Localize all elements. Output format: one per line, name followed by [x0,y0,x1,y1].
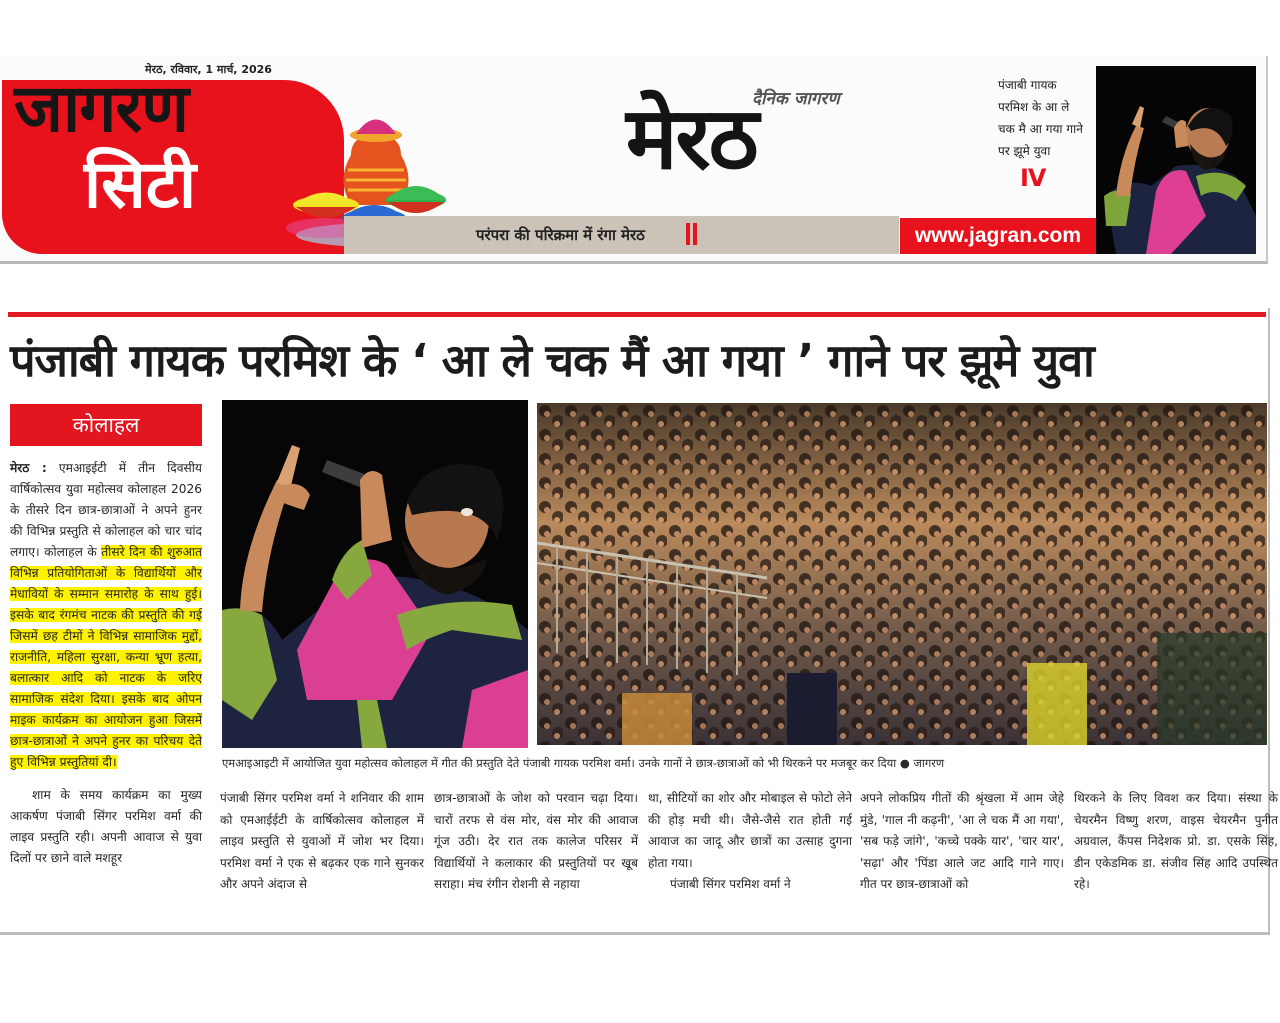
teaser-page-number: IV [1020,164,1046,192]
singer-thumbnail-photo [1096,66,1256,254]
paragraph-text: शाम के समय कार्यक्रम का मुख्य आकर्षण पंजाबी सिंगर परमिश वर्मा की लाइव प्रस्तुति रही। अपनी आवाज से युवा दिलों पर छाने वाले मशहूर [10,788,202,865]
headline: पंजाबी गायक परमिश के ‘ आ ले चक मैं आ गया ’ गाने पर झूमे युवा [10,334,1094,387]
news-article [0,308,1278,935]
paragraph: था, सीटियों का शोर और मोबाइल से फोटो लेने की होड़ मची थी। जैसे-जैसे रात होती गई आवाज का जादू और छात्रों का उत्साह दुगना होता गया। [648,791,852,870]
paragraph: थिरकने के लिए विवश कर दिया। संस्था के चेयरमैन विष्णु शरण, वाइस चेयरमैन पुनीत अग्रवाल, कैंपस निदेशक प्रो. डा. एसके सिंह, डीन एकेडमिक डा. संजीव सिंह आदि उपस्थित रहे। [1074,791,1278,891]
highlighted-text: तीसरे दिन की शुरुआत विभिन्न प्रतियोगिताओं के विद्यार्थियों और मेधावियों के सम्मान समारोह के साथ हुई। इसके बाद रंगमंच नाटक की प्रस्तुति की गई जिसमें छह टीमों ने विभिन्न सामाजिक मुद्दों, राजनीति, महिला सुरक्षा, कन्या भ्रूण हत्या, बलात्कार आदि को नाटक के जरिए सामाजिक संदेश दिया। इसके बाद ओपन माइक कार्यक्रम का आयोजन हुआ जिसमें छात्र-छात्राओं ने अपने हुनर का परिचय देते हुए विभिन्न प्रस्तुतियां दी। [10,545,202,769]
paragraph [10,785,202,869]
article-column-5 [860,788,1064,896]
city-name: मेरठ [626,89,757,189]
photo-caption [222,756,1262,771]
website-link[interactable]: www.jagran.com [900,218,1096,254]
teaser-text [998,74,1093,162]
paragraph: अपने लोकप्रिय गीतों की श्रृंखला में आम जेहे मुंडे, 'गाल नी कढ़नी', 'आ ले चक मैं आ गया', 'सब फड़े जांगे', 'कच्चे पक्के यार', 'चार यार', 'सढ़ा' और 'पिंडा आले जट आदि गाने गाए। गीत पर छात्र-छात्राओं को [860,791,1064,891]
singer-performing-photo [222,400,528,748]
lead-paragraph [10,458,202,773]
paragraph-text: पंजाबी सिंगर परमिश वर्मा ने [670,877,791,891]
page-ribbon [344,216,899,254]
article-column-4 [648,788,852,896]
masthead [0,56,1268,264]
edition-date: मेरठ, रविवार, 1 मार्च, 2026 [145,63,272,76]
article-column-3 [434,788,638,896]
headline-rule [8,312,1266,317]
teaser-line: परमिश के आ ले [998,100,1070,114]
article-column-2 [220,788,424,896]
dateline: मेरठ : [10,461,47,475]
caption-text: एमआइआइटी में आयोजित युवा महोत्सव कोलाहल में गीत की प्रस्तुति देते पंजाबी गायक परमिश वर्मा। उनके गानों ने छात्र-छात्राओं को भी थिरकने पर मजबूर कर दिया [222,756,897,770]
paragraph: छात्र-छात्राओं के जोश को परवान चढ़ा दिया। चारों तरफ से वंस मोर, वंस मोर की आवाज गूंज उठी। देर रात तक कालेज परिसर में विद्यार्थियों ने कलाकार की प्रस्तुतियों पर खूब सराहा। मंच रंगीन रोशनी से नहाया [434,791,638,891]
article-body-columns [220,788,1278,928]
lead-text: एमआइईटी में तीन दिवसीय वार्षिकोत्सव युवा महोत्सव कोलाहल 2026 के तीसरे दिन छात्र-छात्राओं ने अपने हुनर की विभिन्न प्रस्तुति से कोलाहल को चार चांद लगाए। कोलाहल के [10,461,202,559]
teaser-line: पर झूमे युवा [998,144,1051,158]
brand-name-bottom: सिटी [84,146,197,223]
section-label: कोलाहल [10,404,202,446]
dainik-jagran-logo: दैनिक जागरण [752,89,840,109]
paragraph: पंजाबी सिंगर परमिश वर्मा ने शनिवार की शाम को एमआईईटी के वार्षिकोत्सव कोलाहल में लाइव प्रस्तुति से युवाओं में जोश भर दिया। परमिश वर्मा ने एक से बढ़कर एक गाने सुनकर और अपने अंदाज से [220,791,424,891]
paragraph [648,874,852,896]
article-column-1 [10,404,202,869]
article-column-6 [1074,788,1278,896]
teaser-line: चक मै आ गया गाने [998,122,1083,136]
brand-name-top: जागरण [14,70,188,147]
caption-credit: ● जागरण [899,756,945,770]
page-number-marker [686,223,700,245]
teaser-line: पंजाबी गायक [998,78,1057,92]
crowd-photo [537,403,1267,745]
ribbon-tagline: परंपरा की परिक्रमा में रंगा मेरठ [476,226,645,244]
